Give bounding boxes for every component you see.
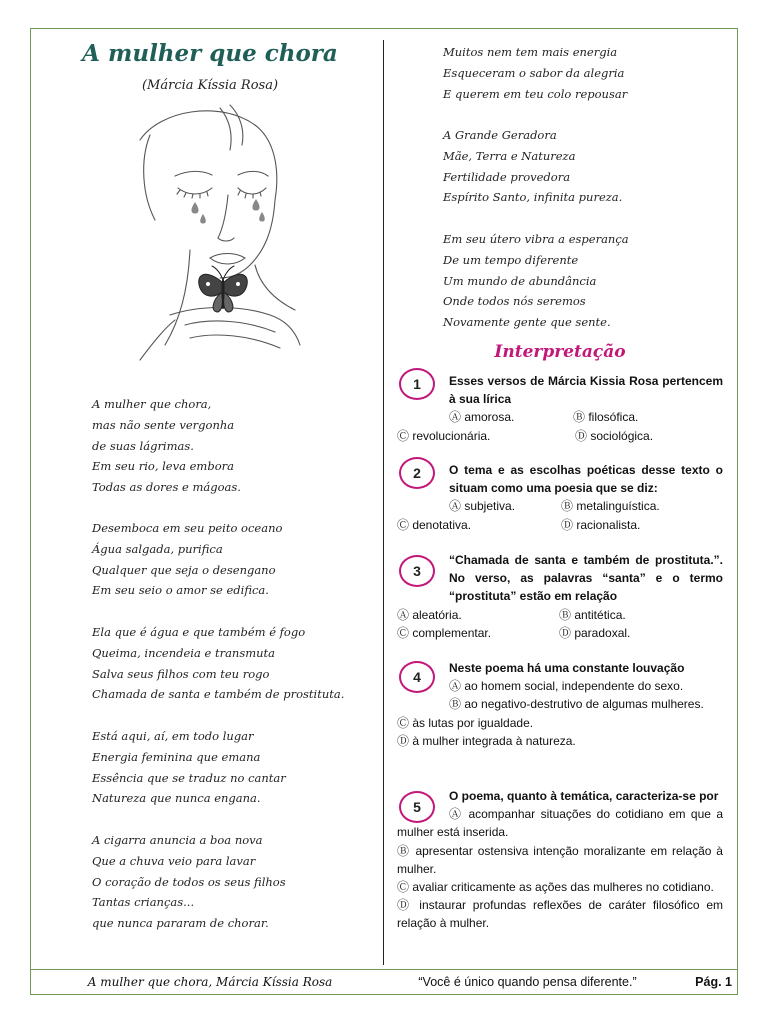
option-d[interactable]: Ⓓ sociológica.	[575, 428, 654, 443]
poem-stanza-6: Muitos nem tem mais energia Esqueceram o sabor da alegria E querem em teu colo repousar	[443, 45, 628, 101]
option-d[interactable]: Ⓓ à mulher integrada à natureza.	[397, 733, 576, 748]
option-a[interactable]: Ⓐ amorosa.	[449, 410, 515, 425]
question-number-badge: 5	[399, 791, 435, 823]
option-d[interactable]: Ⓓ instaurar profundas reflexões de caráter filosófico em relação à mulher.	[397, 898, 723, 931]
option-d[interactable]: Ⓓ racionalista.	[561, 517, 641, 532]
option-a[interactable]: Ⓐ subjetiva.	[449, 499, 516, 514]
option-c[interactable]: Ⓒ revolucionária.	[397, 428, 491, 443]
poem-stanza-2: Desemboca em seu peito oceano Água salgada, purifica Qualquer que seja o desengano Em seu seio o amor se edifica.	[92, 521, 283, 598]
question-stem: Neste poema há uma constante louvação	[449, 661, 685, 675]
interpretation-heading: Interpretação	[494, 342, 626, 362]
question-1	[397, 372, 723, 445]
option-c[interactable]: Ⓒ às lutas por igualdade.	[397, 715, 534, 730]
question-stem: “Chamada de santa e também de prostituta.”. No verso, as palavras “santa” e o termo “prostituta” estão em relação	[449, 553, 723, 604]
option-b[interactable]: Ⓑ antitética.	[559, 607, 626, 622]
option-b[interactable]: Ⓑ metalinguística.	[561, 499, 660, 514]
poem-stanza-5: A cigarra anuncia a boa nova Que a chuva veio para lavar O coração de todos os seus filhos Tantas crianças... que nunca pararam de chorar.	[92, 833, 286, 931]
option-b[interactable]: Ⓑ filosófica.	[573, 410, 639, 425]
weeping-woman-with-butterfly-illustration	[70, 100, 330, 370]
option-a[interactable]: Ⓐ ao homem social, independente do sexo.	[449, 679, 684, 694]
poem-stanza-3: Ela que é água e que também é fogo Queima, incendeia e transmuta Salva seus filhos com teu rogo Chamada de santa e também de prostituta.	[92, 625, 345, 702]
poem-stanza-7: A Grande Geradora Mãe, Terra e Natureza Fertilidade provedora Espírito Santo, infinita pureza.	[443, 128, 623, 205]
footer-poem-credit: A mulher que chora, Márcia Kíssia Rosa	[87, 975, 333, 989]
question-number-badge: 4	[399, 661, 435, 693]
option-b[interactable]: Ⓑ apresentar ostensiva intenção moralizante em relação à mulher.	[397, 843, 723, 876]
question-stem: O tema e as escolhas poéticas desse texto o situam como uma poesia que se diz:	[449, 463, 723, 496]
question-stem: O poema, quanto à temática, caracteriza-se por	[449, 789, 719, 803]
question-number-badge: 3	[399, 555, 435, 587]
option-b[interactable]: Ⓑ ao negativo-destrutivo de algumas mulheres.	[449, 697, 704, 712]
question-number-badge: 2	[399, 457, 435, 489]
poem-stanza-8: Em seu útero vibra a esperança De um tempo diferente Um mundo de abundância Onde todos nós seremos Novamente gente que sente.	[443, 232, 629, 330]
question-2	[397, 461, 723, 534]
question-5	[397, 787, 723, 933]
poem-title: A mulher que chora	[82, 40, 338, 67]
footer-divider	[30, 969, 738, 970]
footer-quote: “Você é único quando pensa diferente.”	[418, 975, 637, 989]
option-a[interactable]: Ⓐ aleatória.	[397, 607, 462, 622]
poem-author: (Márcia Kíssia Rosa)	[141, 78, 279, 93]
poem-stanza-1: A mulher que chora, mas não sente vergonha de suas lágrimas. Em seu rio, leva embora Todas as dores e mágoas.	[92, 397, 241, 495]
question-4	[397, 659, 723, 750]
option-c[interactable]: Ⓒ complementar.	[397, 625, 492, 640]
option-c[interactable]: Ⓒ denotativa.	[397, 517, 472, 532]
poem-stanza-4: Está aqui, aí, em todo lugar Energia feminina que emana Essência que se traduz no cantar Natureza que nunca engana.	[92, 729, 286, 806]
question-3	[397, 551, 723, 642]
option-d[interactable]: Ⓓ paradoxal.	[559, 625, 631, 640]
page-number: Pág. 1	[695, 975, 732, 989]
option-a[interactable]: Ⓐ acompanhar situações do cotidiano em que a mulher está inserida.	[397, 807, 723, 840]
option-c[interactable]: Ⓒ avaliar criticamente as ações das mulheres no cotidiano.	[397, 880, 714, 895]
question-stem: Esses versos de Márcia Kissia Rosa pertencem à sua lírica	[449, 374, 723, 407]
question-number-badge: 1	[399, 368, 435, 400]
column-divider	[383, 40, 384, 965]
